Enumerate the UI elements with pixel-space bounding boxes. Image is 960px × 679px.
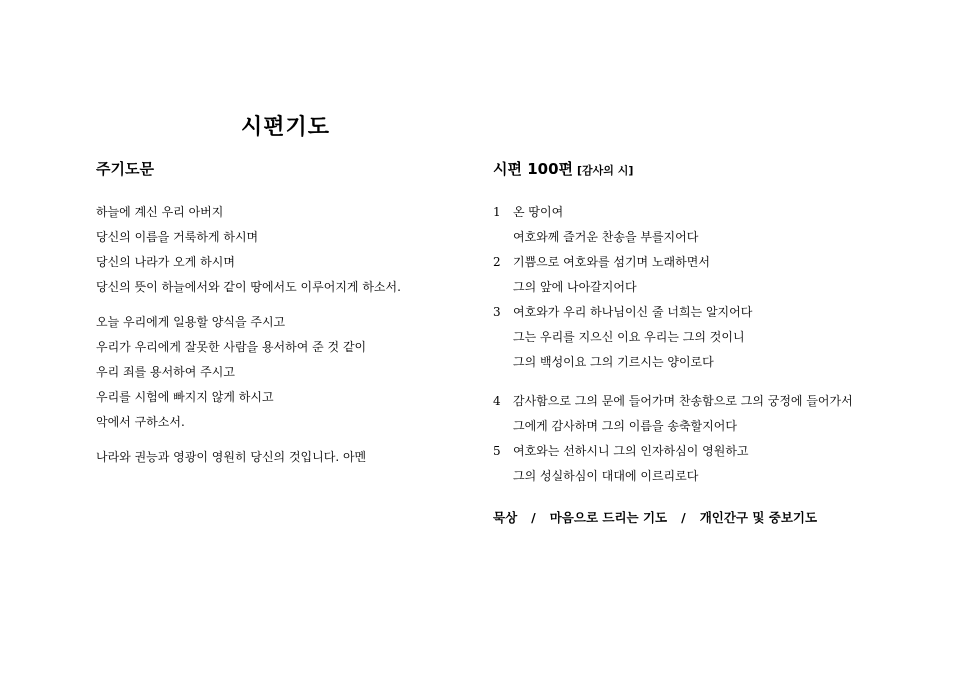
verse-text: 온 땅이여	[513, 205, 564, 219]
verse-line	[493, 275, 933, 300]
verse-line	[493, 250, 933, 275]
psalm-column	[493, 158, 933, 529]
step-separator: /	[681, 510, 686, 525]
verse-text: 그는 우리를 지으신 이요 우리는 그의 것이니	[513, 330, 745, 344]
prayer-steps	[493, 507, 933, 529]
verse-gap	[493, 375, 933, 389]
verse-line	[493, 439, 933, 464]
prayer-paragraph-3	[96, 445, 476, 470]
verse-number: 1	[493, 205, 501, 219]
verse-line	[493, 414, 933, 439]
page-title: 시편기도	[241, 115, 331, 140]
lords-prayer-column	[96, 158, 476, 470]
verse-line	[493, 225, 933, 250]
paragraph-gap	[96, 435, 476, 445]
prayer-line: 우리가 우리에게 잘못한 사람을 용서하여 준 것 같이	[96, 340, 367, 354]
lords-prayer-heading: 주기도문	[96, 160, 154, 178]
prayer-line: 당신의 뜻이 하늘에서와 같이 땅에서도 이루어지게 하소서.	[96, 280, 401, 294]
psalm-verse-4	[493, 389, 933, 439]
psalm-heading	[493, 158, 933, 180]
prayer-line: 우리 죄를 용서하여 주시고	[96, 365, 235, 379]
prayer-paragraph-1	[96, 200, 476, 300]
verse-number: 3	[493, 305, 501, 319]
verse-line	[493, 350, 933, 375]
verse-line	[493, 325, 933, 350]
verse-line	[493, 389, 933, 414]
psalm-heading-subtitle: [감사의 시]	[577, 164, 634, 177]
paragraph-gap	[96, 300, 476, 310]
verse-line	[493, 200, 933, 225]
verse-text: 여호와가 우리 하나님이신 줄 너희는 알지어다	[513, 305, 753, 319]
prayer-line: 오늘 우리에게 일용할 양식을 주시고	[96, 315, 286, 329]
verse-text: 그의 앞에 나아갈지어다	[513, 280, 637, 294]
verse-text: 그의 백성이요 그의 기르시는 양이로다	[513, 355, 714, 369]
psalm-verse-5	[493, 439, 933, 489]
step-separator: /	[531, 510, 536, 525]
verse-line	[493, 464, 933, 489]
verse-number: 2	[493, 255, 501, 269]
verse-text: 여호와께 즐거운 찬송을 부를지어다	[513, 230, 699, 244]
verse-number: 5	[493, 444, 501, 458]
psalm-verse-1	[493, 200, 933, 250]
prayer-line: 하늘에 계신 우리 아버지	[96, 205, 224, 219]
verse-text: 그에게 감사하며 그의 이름을 송축할지어다	[513, 419, 737, 433]
prayer-paragraph-2	[96, 310, 476, 435]
step-meditation: 묵상	[493, 510, 518, 525]
verse-text: 기쁨으로 여호와를 섬기며 노래하면서	[513, 255, 710, 269]
step-intercession: 개인간구 및 중보기도	[699, 510, 818, 525]
psalm-heading-title: 시편 100편	[493, 160, 574, 178]
psalm-verse-2	[493, 250, 933, 300]
prayer-line: 당신의 이름을 거룩하게 하시며	[96, 230, 259, 244]
verse-line	[493, 300, 933, 325]
step-heart-prayer: 마음으로 드리는 기도	[549, 510, 668, 525]
prayer-line: 우리를 시험에 빠지지 않게 하시고	[96, 390, 274, 404]
verse-text: 여호와는 선하시니 그의 인자하심이 영원하고	[513, 444, 749, 458]
prayer-line: 나라와 권능과 영광이 영원히 당신의 것입니다. 아멘	[96, 450, 367, 464]
verse-number: 4	[493, 394, 501, 408]
psalm-verse-3	[493, 300, 933, 375]
verse-text: 그의 성실하심이 대대에 이르리로다	[513, 469, 699, 483]
verse-text: 감사함으로 그의 문에 들어가며 찬송함으로 그의 궁정에 들어가서	[513, 394, 853, 408]
prayer-line: 당신의 나라가 오게 하시며	[96, 255, 235, 269]
prayer-line: 악에서 구하소서.	[96, 415, 185, 429]
